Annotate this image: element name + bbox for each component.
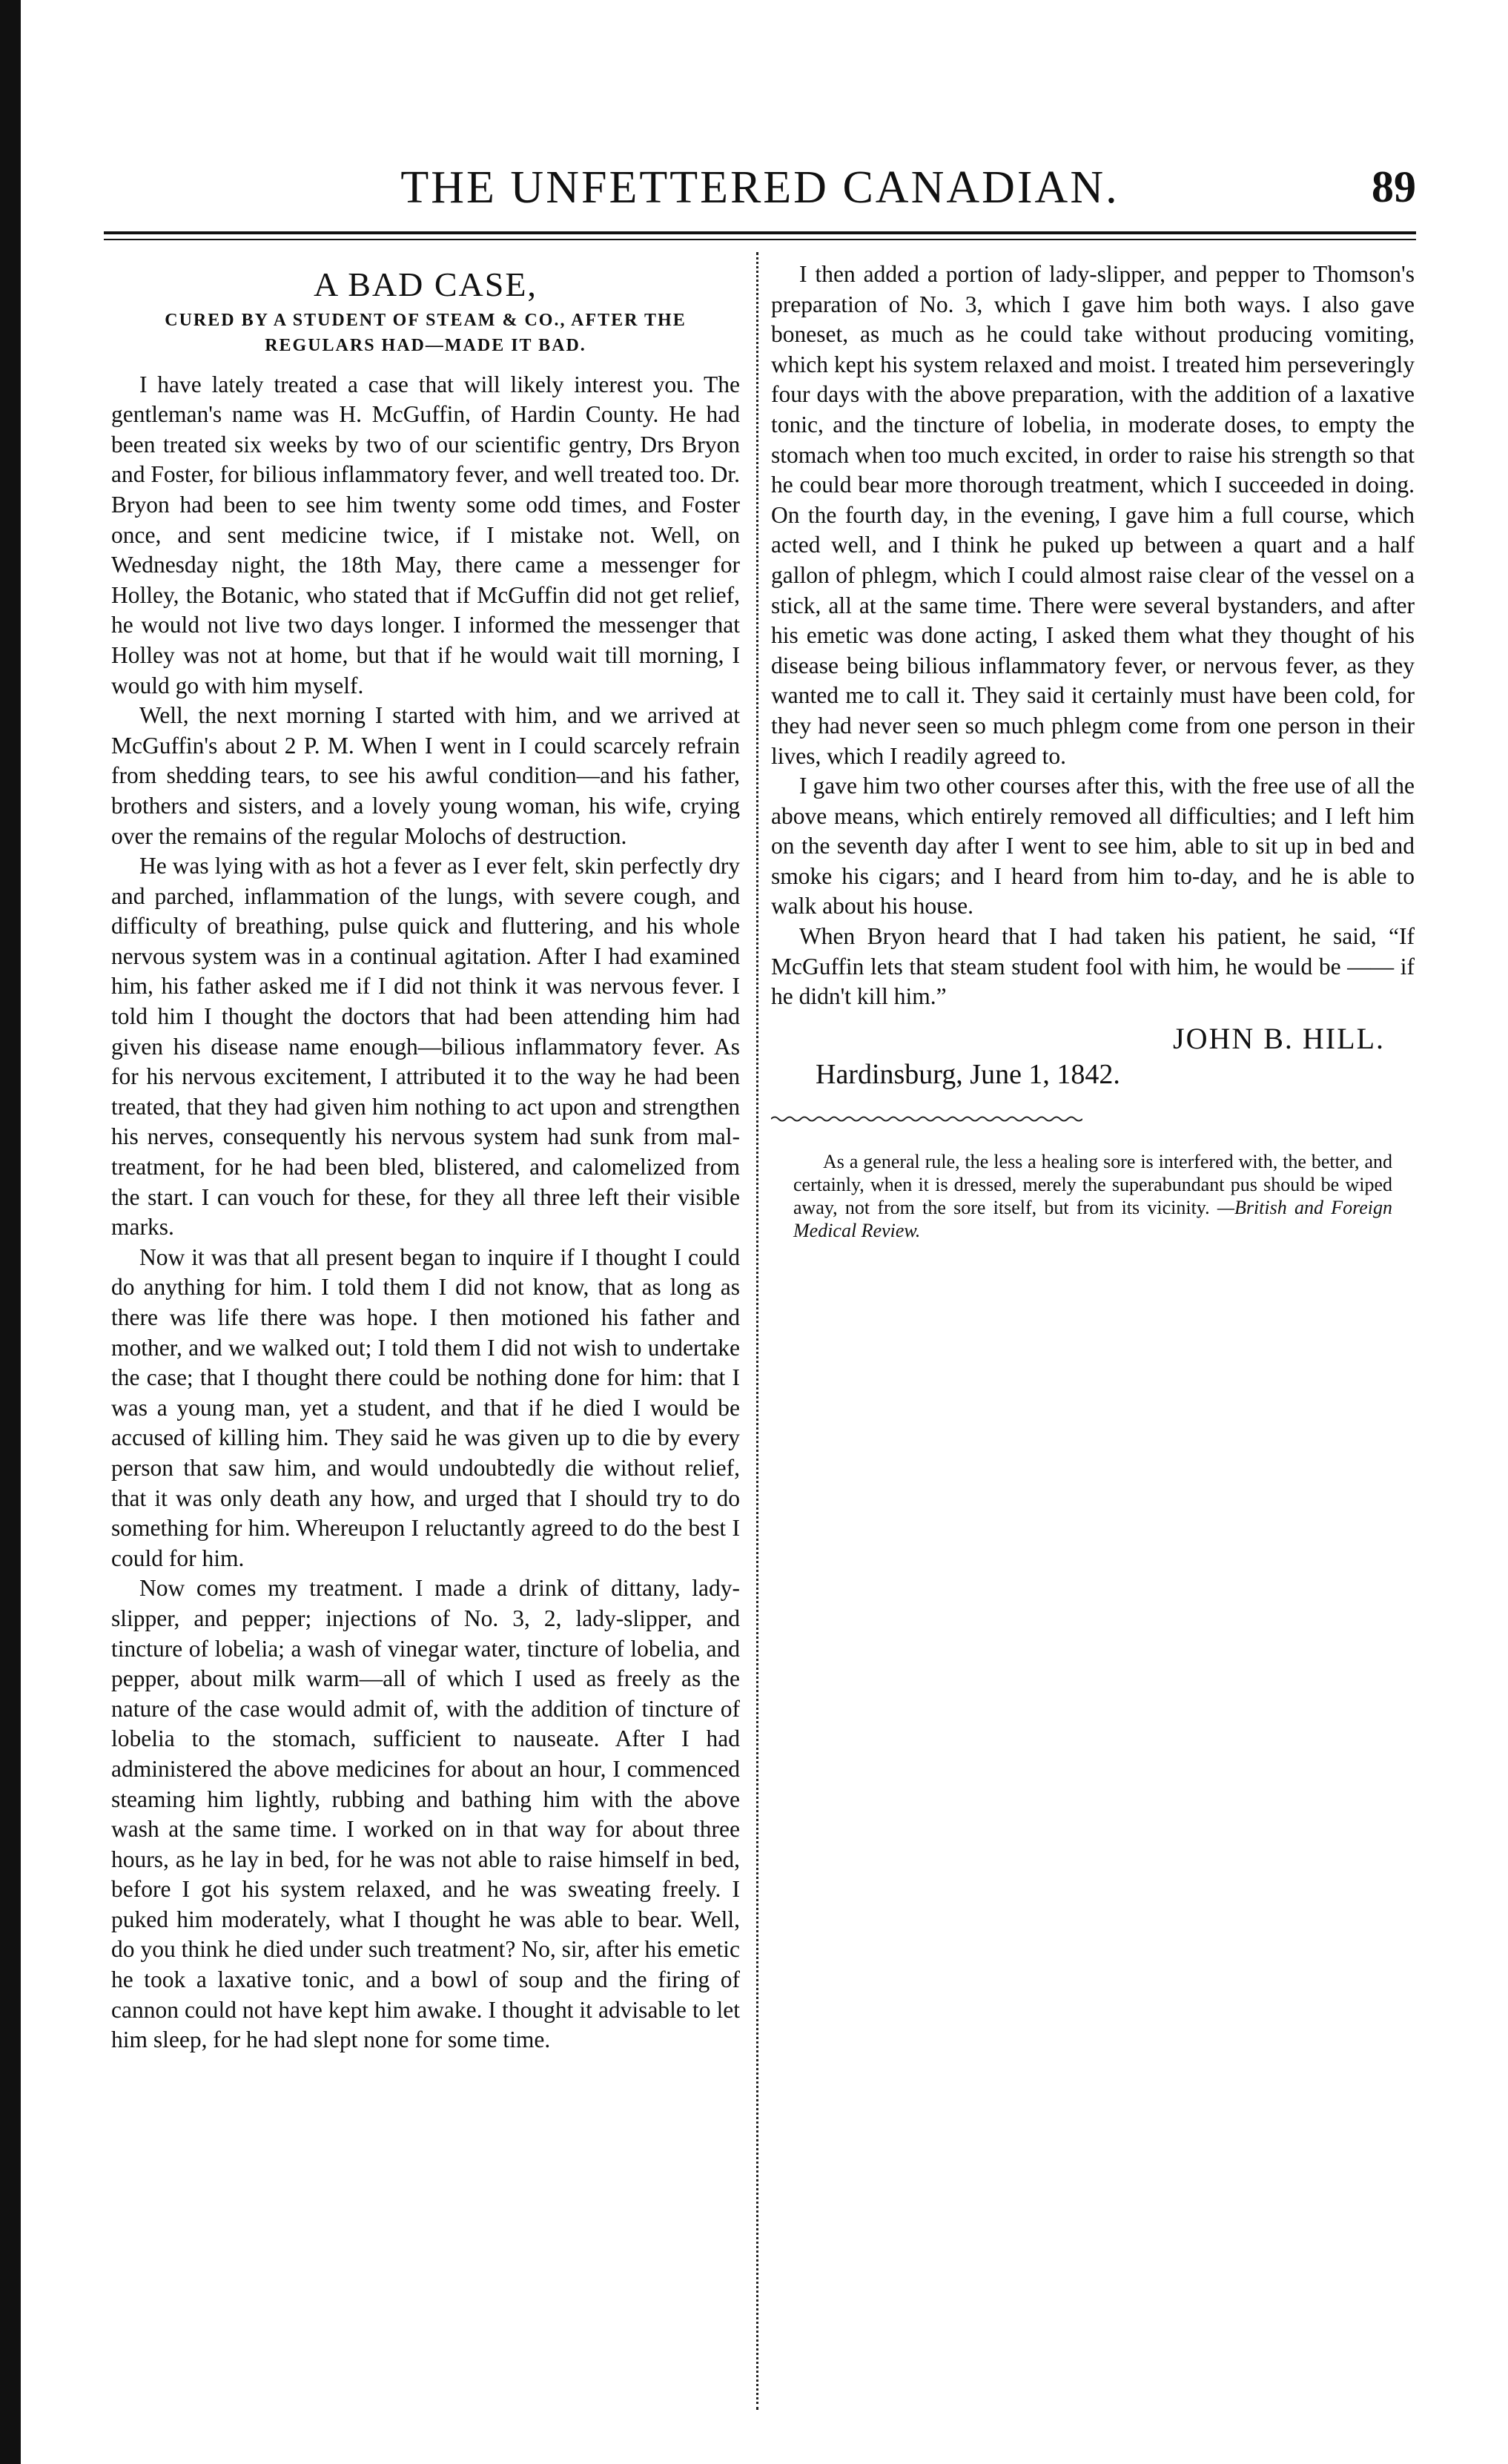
article-subtitle: CURED BY A STUDENT OF STEAM & CO., AFTER THE REGULARS HAD—MADE IT BAD. — [165, 310, 687, 355]
footnote-source: —British and Foreign Medical Review. — [793, 1196, 1393, 1241]
article-paragraph: I have lately treated a case that will likely interest you. The gentleman's name was H. McGuffin, of Hardin County. He had been treated six weeks by two of our scientific gentry, Drs Bryon and Foster, for bilious inflammatory fever, and well treated too. Dr. Bryon had been to see him twenty some odd times, and Foster once, and sent medicine twice, if I mistake not. Well, on Wednesday night, the 18th May, there came a messenger for Holley, the Botanic, who stated that if McGuffin did not get relief, he would not live two days longer. I informed the messenger that Holley was not at home, but that if he would wait till morning, I would go with him myself. — [111, 371, 740, 698]
running-head — [104, 162, 1416, 221]
footnote — [793, 1150, 1392, 1242]
column-divider — [756, 252, 758, 2410]
header-rule-thin — [104, 239, 1416, 240]
article-paragraph: He was lying with as hot a fever as I ever felt, skin perfectly dry and parched, inflammation of the lungs, with severe cough, and difficulty of breathing, pulse quick and fluttering, and his whole nervous system was in a continual agitation. After I had examined him, his father asked me if I did not think it was nervous fever. I told him I thought the doctors that had been attending him had given his disease name enough—bilious inflammatory fever. As for his nervous excitement, I attributed it to the way he had been treated, that they had given him nothing to act upon and strengthen his nerves, consequently his nervous system had sunk from mal-treatment, for he had been bled, blistered, and calomelized from the start. I can vouch for these, for they all three left their visible marks. — [111, 853, 740, 1241]
article-paragraph: Now it was that all present began to inquire if I thought I could do anything for him. I told them I did not know, that as long as there was life there was hope. I then motioned his father and mother, and we walked out; I told them I did not wish to undertake the case; that I thought there could be nothing done for him: that I was a young man, yet a student, and that if he died I would be accused of killing him. They said he was given up to die by every person that saw him, and would undoubtedly die without relief, that it was only death any how, and urged that I should try to do something for him. Whereupon I reluctantly agreed to do the best I could for him. — [111, 1243, 740, 1571]
footnote-text: As a general rule, the less a healing sore is interfered with, the better, and certainly, when it is dressed, merely the superabundant pus should be wiped away, not from the sore itself, but from its vicinity. — [793, 1150, 1392, 1218]
wavy-rule — [771, 1115, 1082, 1123]
page-number: 89 — [1372, 162, 1416, 211]
book-spine-edge — [0, 0, 21, 2464]
header-rule — [104, 231, 1416, 234]
article-paragraph: I then added a portion of lady-slipper, and pepper to Thomson's preparation of No. 3, which I gave him both ways. I also gave boneset, as much as he could take without producing vomiting, which kept his system relaxed and moist. I treated him perseveringly four days with the above preparation, with the addition of a laxative tonic, and the tincture of lobelia, in moderate doses, to empty the stomach when too much excited, in order to raise his strength so that he could bear more thorough treatment, which I succeeded in doing. On the fourth day, in the evening, I gave him a full course, which acted well, and I think he puked up between a quart and a half gallon of phlegm, which I could almost raise clear of the vessel on a stick, all at the same time. There were several bystanders, and after his emetic was done acting, I asked them what they thought of his disease being bilious inflammatory fever, or nervous fever, as they wanted me to call it. They said it certainly must have been cold, for they had never seen so much phlegm come from one person in their lives, which I readily agreed to. — [771, 261, 1415, 769]
article-paragraph: I gave him two other courses after this, with the free use of all the above means, which entirely removed all difficulties; and I left him on the seventh day after I went to see him, able to sit up in bed and smoke his cigars; and I heard from him to-day, and he is able to walk about his house. — [771, 773, 1415, 919]
dateline: Hardinsburg, June 1, 1842. — [816, 1059, 1120, 1091]
running-title: THE UNFETTERED CANADIAN. — [400, 162, 1120, 213]
signature: JOHN B. HILL. — [1173, 1021, 1385, 1055]
right-column — [771, 260, 1415, 2420]
article-paragraph: When Bryon heard that I had taken his patient, he said, “If McGuffin lets that steam student fool with him, he would be —— if he didn't kill him.” — [771, 923, 1415, 1010]
article-paragraph: Well, the next morning I started with him, and we arrived at McGuffin's about 2 P. M. When I went in I could scarcely refrain from shedding tears, to see his awful condition—and his father, brothers and sisters, and a lovely young woman, his wife, crying over the remains of the regular Molochs of destruction. — [111, 702, 740, 849]
article-title: A BAD CASE, — [314, 265, 538, 303]
article-paragraph: Now comes my treatment. I made a drink of dittany, lady-slipper, and pepper; injections of No. 3, 2, lady-slipper, and tincture of lobelia; a wash of vinegar water, tincture of lobelia, and pepper, about milk warm—all of which I used as freely as the nature of the case would admit of, with the addition of tincture of lobelia to the stomach, sufficient to nauseate. After I had administered the above medicines for about an hour, I commenced steaming him lightly, rubbing and bathing him with the above wash at the same time. I worked on in that way for about three hours, as he lay in bed, for he was not able to raise himself in bed, before I got his system relaxed, and he was sweating freely. I puked him moderately, what I thought he was able to bear. Well, do you think he died under such treatment? No, sir, after his emetic he took a laxative tonic, and a bowl of soup and the firing of cannon could not have kept him awake. I thought it advisable to let him sleep, for he had slept none for some time. — [111, 1575, 740, 2053]
left-column — [111, 260, 740, 2420]
